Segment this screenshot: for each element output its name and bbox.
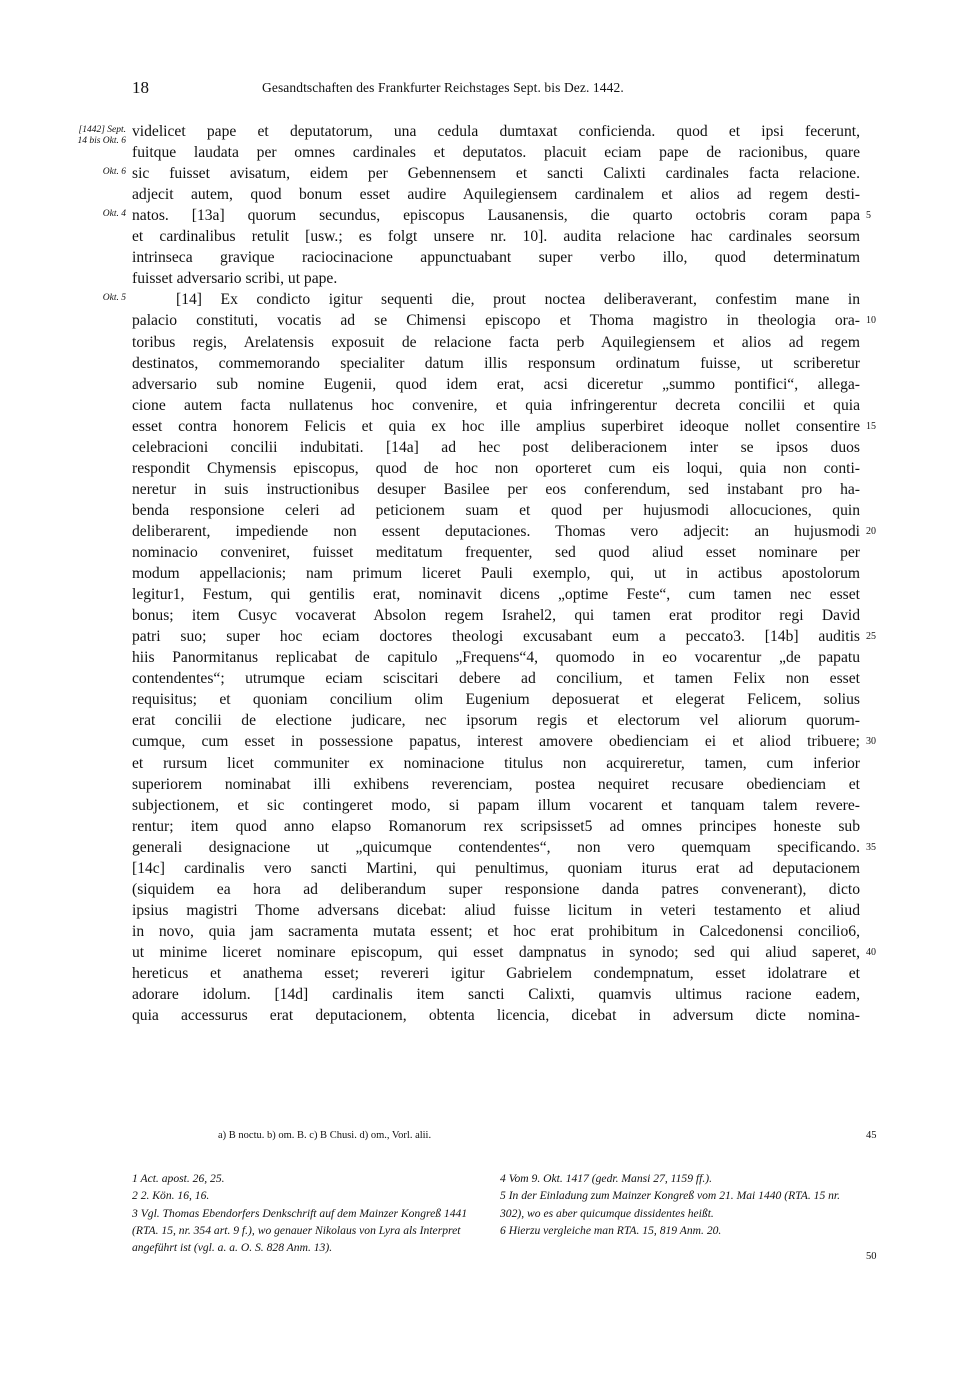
line-number: 5: [866, 210, 871, 222]
text-line: celebracioni concilii indubitati. [14a] ad hec post deliberacionem inter se ipsos duos: [132, 438, 860, 456]
text-line: intrinseca gravique raciocinacione appunctuabant super verbo illo, quod determinatum: [132, 249, 860, 267]
text-line: [14] Ex condicto igitur sequenti die, prout noctea deliberaverant, confestim mane in: [176, 291, 860, 309]
text-line: rentur; item quod anno elapso Romanorum rex scripsisset5 ad omnes principes honeste sub: [132, 817, 860, 835]
margin-note: Okt. 5: [102, 293, 126, 304]
text-line: benda responsione celeri ad peticionem suam et quod per hujusmodi allocuciones, quin: [132, 501, 860, 519]
text-line: requisitus; et quoniam concilium olim Eugenium deposuerat et elegerat Felicem, solius: [132, 691, 860, 709]
text-line: videlicet pape et deputatorum, una cedula dumtaxat conficienda. quod et ipsi fecerunt,: [132, 123, 860, 140]
footnotes-right: [500, 1170, 862, 1239]
text-line: patri suo; super hoc eciam doctores theologi excusabant eum a peccato3. [14b] auditis: [132, 628, 860, 646]
text-line: adorare idolum. [14d] cardinalis item sancti Calixti, quamvis ultimus racione eadem,: [132, 986, 860, 1004]
text-line: cumque, cum esset in possessione papatus, interest amovere obedienciam ei et aliod tribuere;: [132, 733, 860, 751]
text-line: bonus; item Cusyc vocaverat Absolon regem Israhel2, qui tamen erat proditor regi David: [132, 607, 860, 625]
footnote: 6 Hierzu vergleiche man RTA. 15, 819 Anm. 20.: [500, 1223, 722, 1237]
running-title: Gesandtschaften des Frankfurter Reichstages Sept. bis Dez. 1442.: [262, 80, 624, 95]
text-line: [14c] cardinalis vero sancti Martini, qui penultimus, quoniam iturus erat ad deputacionem: [132, 859, 860, 877]
text-line: deliberarent, impediende non essent deputaciones. Thomas vero adjecit: an hujusmodi: [132, 522, 860, 540]
line-number: 20: [866, 525, 876, 537]
text-line: in novo, quia jam sacramenta mutata essent; et hoc erat prohibitum in Calcedonensi concilio6,: [132, 922, 860, 940]
apparatus-line-number: 45: [866, 1130, 877, 1141]
footnote: 2 2. Kön. 16, 16.: [132, 1189, 210, 1203]
footnote-line-number: 50: [866, 1251, 877, 1262]
text-line: generali designacione ut „quicumque contendentes“, non vero quemquam specificando.: [132, 838, 860, 856]
line-number: 15: [866, 420, 876, 432]
critical-apparatus: a) B noctu. b) om. B. c) B Chusi. d) om., Vorl. alii.: [218, 1130, 432, 1141]
text-line: adversario sub nomine Eugenii, quod idem erat, acsi diceretur „summo pontifici“, allega-: [132, 375, 860, 393]
text-line: adjecit autem, quod bonum esset audire Aquilegiensem cardinalem et alios ad regem desti-: [132, 186, 860, 204]
footnote: 1 Act. apost. 26, 25.: [132, 1172, 225, 1185]
text-line: palacio constituti, vocatis ad se Chimensi episcopo et Thoma magistro in theologia ora-: [132, 312, 860, 330]
line-number: 25: [866, 631, 876, 643]
footnote: 3 Vgl. Thomas Ebendorfers Denkschrift auf dem Mainzer Kongreß 1441 (RTA. 15, nr. 354 art. 9 f.), wo genauer Nikolaus von Lyra als Interpret angeführt ist (vgl. a. a. O. S. 828 Anm. 13).: [132, 1206, 468, 1255]
text-line: fuitque laudata per omnes cardinales et deputatos. placuit eciam pape de racionibus, quare: [132, 144, 860, 162]
footnote: 4 Vom 9. Okt. 1417 (gedr. Mansi 27, 1159 ff.).: [500, 1172, 712, 1185]
text-line: ut minime liceret nominare episcopum, qui esset dampnatus in synodo; sed qui aliud saperet,: [132, 943, 860, 961]
text-line: neretur in suis instructionibus desuper Basilee per eos conferendum, sed instabant pro ha-: [132, 480, 860, 498]
text-line: superiorem nominabat illi exhibens reverenciam, postea nequiret recusare obedienciam et: [132, 775, 860, 793]
margin-note: [1442] Sept. 14 bis Okt. 6: [77, 125, 126, 146]
text-line: ipsius magistri Thome adversans dicebat: aliud fuisse licitum in veteri testamento et aliud: [132, 901, 860, 919]
text-line: erat concilii de electione judicare, nec ipsorum regis et electorum vel aliorum quorum-: [132, 712, 860, 730]
line-number: 10: [866, 315, 876, 327]
text-line: hiis Panormitanus replicabat de capitulo „Frequens“4, quomodo in eo vocarentur „de papatu: [132, 649, 860, 667]
line-number: 30: [866, 736, 876, 748]
margin-note: Okt. 6: [102, 167, 126, 178]
text-line: natos. [13a] quorum secundus, episcopus Lausanensis, die quarto octobris coram papa: [132, 207, 860, 225]
text-line: esset contra honorem Felicis et quia ex hoc ille amplius superbiret ideoque nollet consentire: [132, 417, 860, 435]
line-number: 35: [866, 841, 876, 853]
text-line: toribus regis, Arelatensis exposuit de relacione facta perb Aquilegiensem et alios ad regem: [132, 333, 860, 351]
text-line: nominacio conveniret, fuisset meditatum frequenter, sed quod aliud esset nominare per: [132, 544, 860, 561]
text-line: legitur1, Festum, qui gentilis erat, nominavit dicens „optime Feste“, cum tamen nec esset: [132, 586, 860, 604]
running-header: [0, 78, 960, 102]
margin-note: Okt. 4: [102, 209, 126, 220]
page-number: 18: [132, 78, 149, 97]
text-line: fuisset adversario scribi, ut pape.: [132, 270, 338, 288]
text-line: quia accessurus erat deputacionem, obtenta licencia, dicebat in adversum dicte nomina-: [132, 1007, 860, 1025]
text-line: respondit Chymensis episcopus, quod de hoc non oporteret cum eis loqui, quia non conti-: [132, 459, 860, 477]
text-line: cione autem facta nullatenus hoc convenire, et quia infringerentur decreta concilii et quia: [132, 396, 860, 414]
line-number: 40: [866, 946, 876, 958]
text-line: (siquidem ea hora ad deliberandum super responsione danda patres convenerant), dicto: [132, 880, 860, 898]
text-line: contendentes“; utrumque eciam sciscitari debere ad concilium, et tamen Felix non esset: [132, 670, 860, 688]
footnotes-left: [132, 1170, 492, 1256]
text-line: modum appellacionis; nam primum liceret Pauli exemplo, qui, ut in actibus apostolorum: [132, 565, 860, 583]
text-line: et cardinalibus retulit [usw.; es folgt unsere nr. 10]. audita relacione hac cardinales seorsum: [132, 228, 860, 246]
text-line: hereticus et anathema esset; revereri igitur Gabrielem condempnatum, esset idolatrare et: [132, 965, 860, 982]
text-line: destinatos, commemorando specialiter datum illis responsum ordinatum fuisse, ut scriberetur: [132, 354, 860, 372]
footnote: 5 In der Einladung zum Mainzer Kongreß vom 21. Mai 1440 (RTA. 15 nr. 302), wo es aber quicumque dissidentes heißt.: [500, 1189, 841, 1220]
text-line: subjectionem, et sic contingeret modo, si papam illum vocarent et tanquam talem revere-: [132, 796, 860, 814]
text-line: sic fuisset avisatum, eidem per Gebennensem et sancti Calixti cardinales facta relacione.: [132, 165, 860, 183]
text-line: et rursum licet communiter ex nominacione titulus non acquireretur, tamen, cum inferior: [132, 754, 860, 772]
